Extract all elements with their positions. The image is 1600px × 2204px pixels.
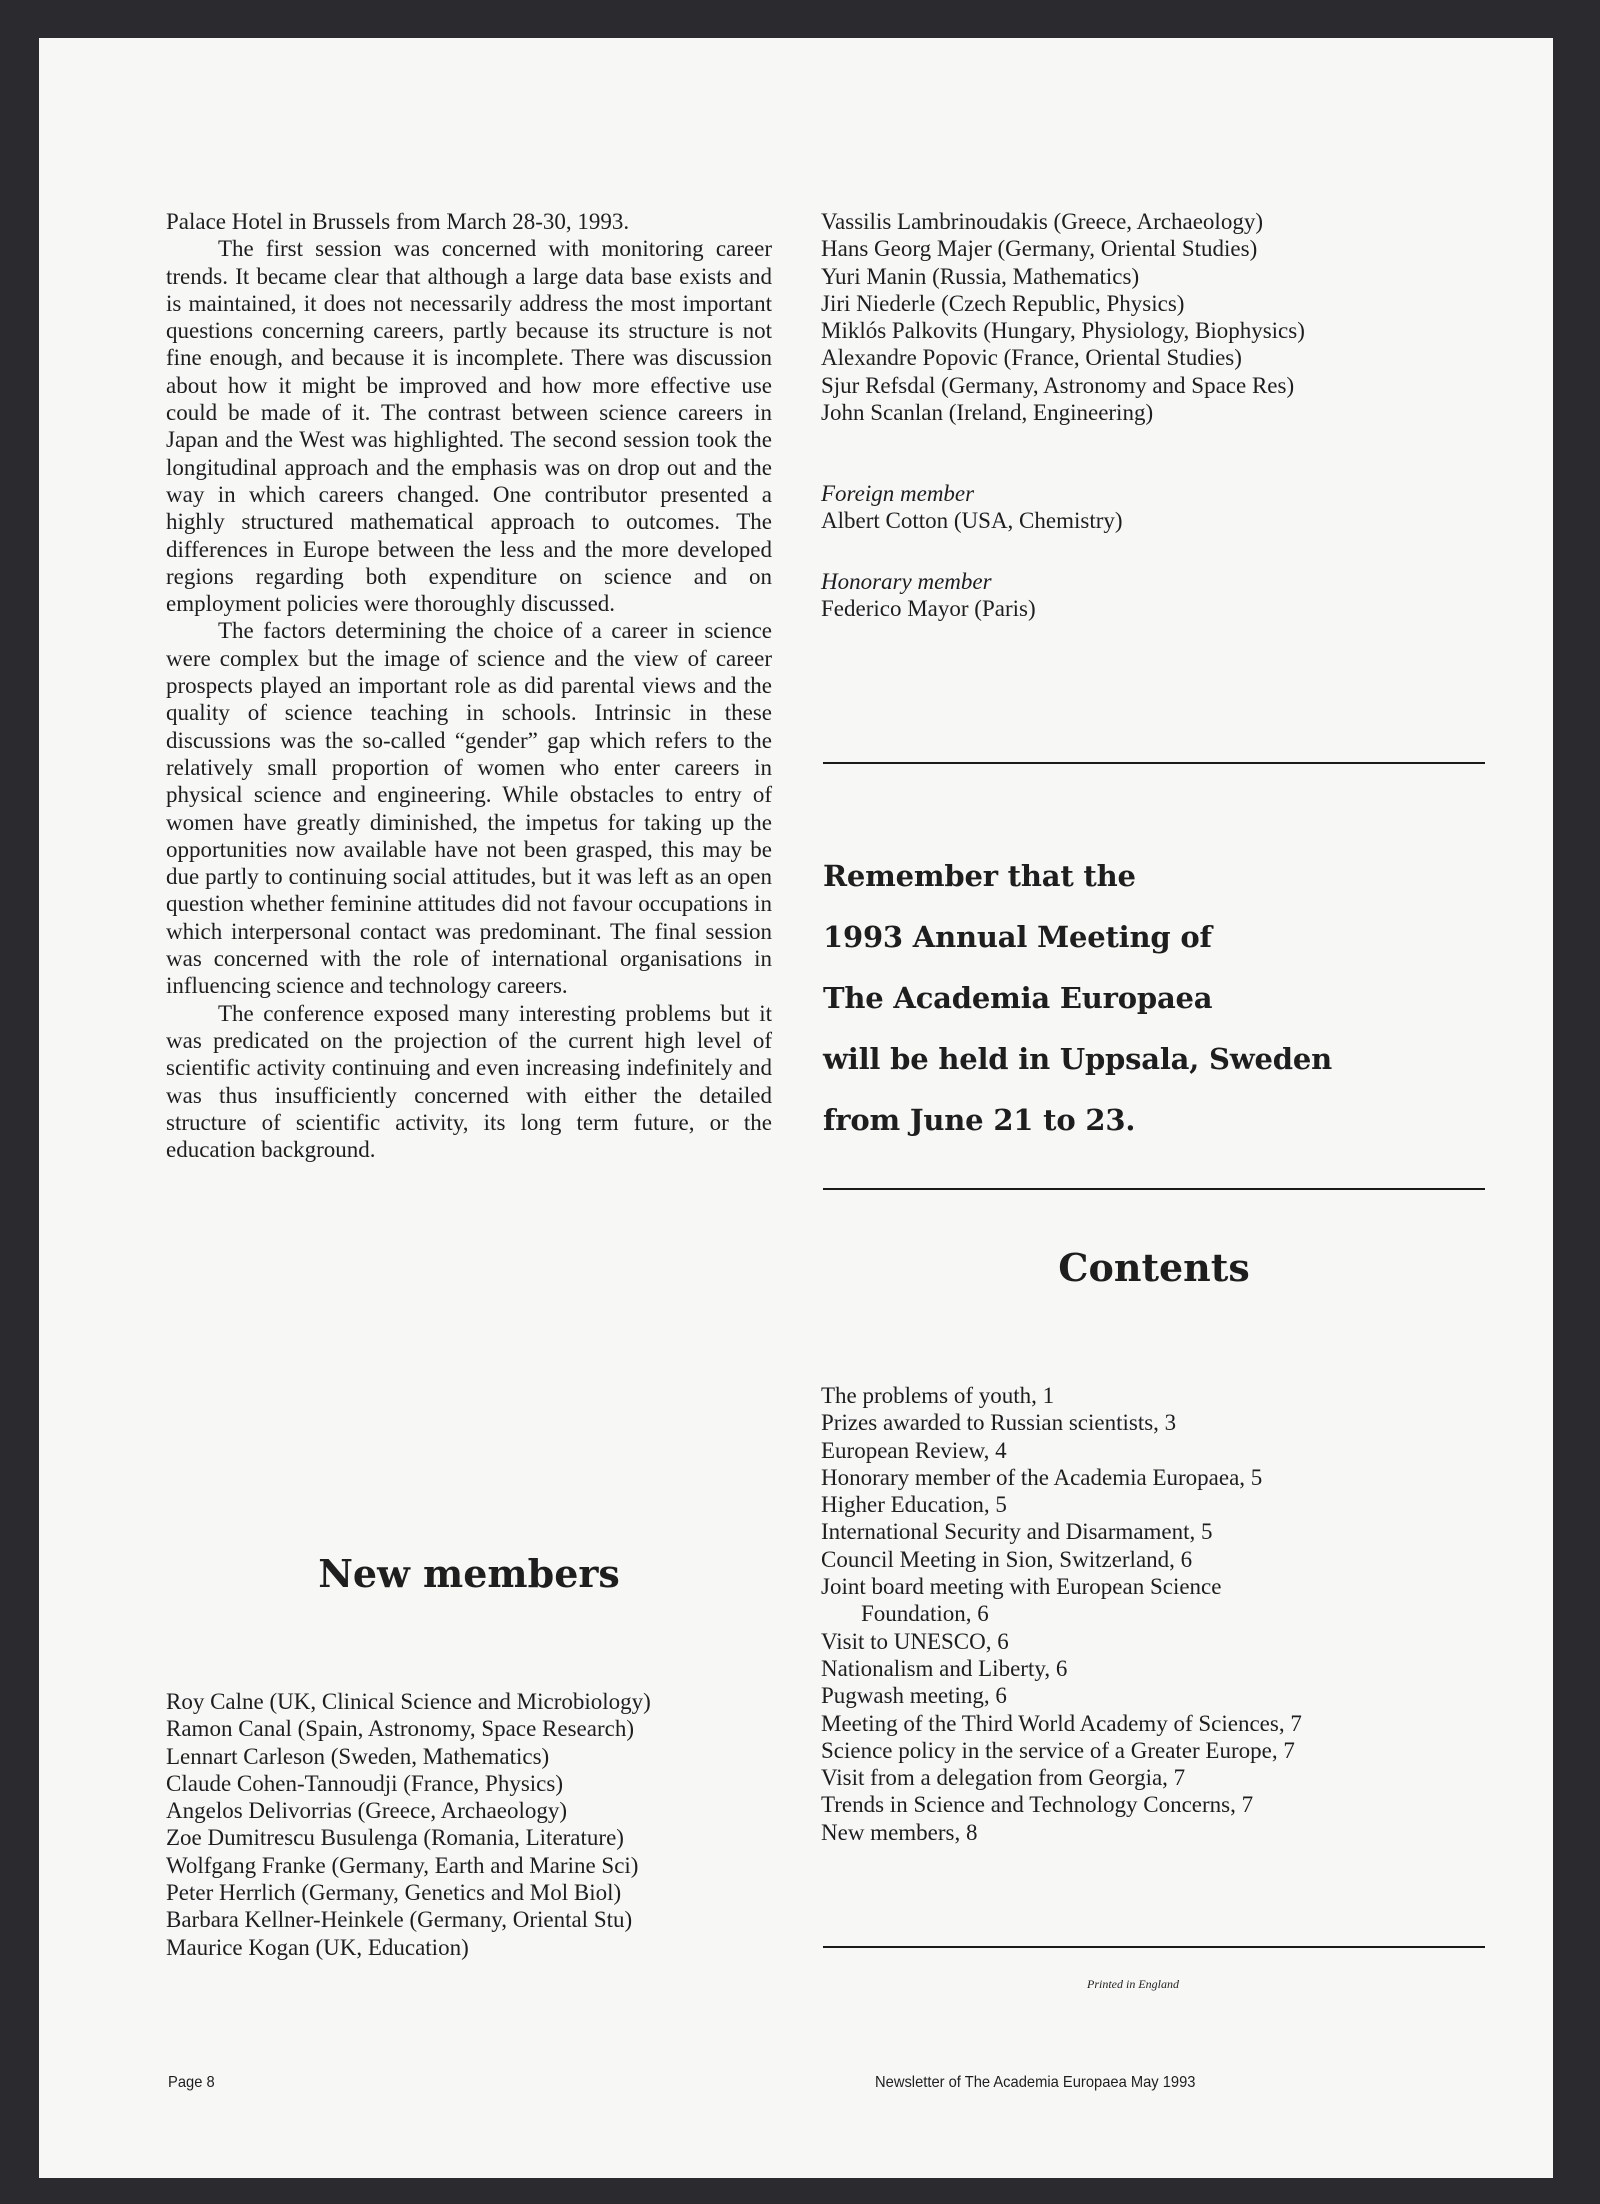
contents-entry[interactable]: Visit from a delegation from Georgia, 7 xyxy=(821,1765,1186,1791)
article-body xyxy=(166,208,772,1163)
members-continued-list xyxy=(821,208,1501,426)
divider-rule xyxy=(823,1946,1485,1948)
member-entry: Jiri Niederle (Czech Republic, Physics) xyxy=(821,290,1185,316)
new-members-list xyxy=(166,1688,806,1961)
printed-in-note: Printed in England xyxy=(1087,1977,1179,1991)
member-entry: Wolfgang Franke (Germany, Earth and Marine Sci) xyxy=(166,1852,639,1878)
honorary-member-entry: Federico Mayor (Paris) xyxy=(821,596,1036,621)
contents-list xyxy=(821,1382,1501,1846)
contents-entry[interactable]: Meeting of the Third World Academy of Sciences, 7 xyxy=(821,1710,1302,1736)
contents-entry[interactable]: Trends in Science and Technology Concerns, 7 xyxy=(821,1792,1254,1818)
article-paragraph: The first session was concerned with monitoring career trends. It became clear that although a large data base exists and is maintained, it does not necessarily address the most important questions concerning careers, partly because its structure is not fine enough, and because it is incomplete. There was discussion about how it might be improved and how more effective use could be made of it. The contrast between science careers in Japan and the West was highlighted. The second session took the longitudinal approach and the emphasis was on drop out and the way in which careers changed. One contributor presented a highly structured mathematical approach to outcomes. The differences in Europe between the less and the more developed regions regarding both expenditure on science and on employment policies were thoroughly discussed. xyxy=(166,236,772,617)
contents-entry[interactable]: Council Meeting in Sion, Switzerland, 6 xyxy=(821,1546,1193,1572)
announcement-line: from June 21 to 23. xyxy=(823,1103,1136,1137)
contents-entry[interactable]: Joint board meeting with European Science xyxy=(821,1574,1222,1600)
member-entry: Barbara Kellner-Heinkele (Germany, Oriental Stu) xyxy=(166,1907,633,1933)
member-entry: Claude Cohen-Tannoudji (France, Physics) xyxy=(166,1770,563,1796)
foreign-member-label: Foreign member xyxy=(821,481,975,506)
contents-entry[interactable]: The problems of youth, 1 xyxy=(821,1383,1055,1408)
annual-meeting-announcement xyxy=(823,846,1487,1151)
contents-entry[interactable]: Higher Education, 5 xyxy=(821,1492,1007,1518)
announcement-line: The Academia Europaea xyxy=(823,981,1213,1015)
announcement-line: will be held in Uppsala, Sweden xyxy=(823,1042,1332,1076)
member-entry: Sjur Refsdal (Germany, Astronomy and Space Res) xyxy=(821,372,1295,398)
member-entry: Maurice Kogan (UK, Education) xyxy=(166,1934,469,1960)
contents-entry[interactable]: Pugwash meeting, 6 xyxy=(821,1683,1007,1709)
contents-entry[interactable]: New members, 8 xyxy=(821,1819,978,1845)
divider-rule xyxy=(823,1188,1485,1190)
member-entry: Vassilis Lambrinoudakis (Greece, Archaeology) xyxy=(821,209,1263,234)
divider-rule xyxy=(823,762,1485,764)
member-entry: John Scanlan (Ireland, Engineering) xyxy=(821,400,1154,426)
member-entry: Ramon Canal (Spain, Astronomy, Space Research) xyxy=(166,1716,634,1742)
member-entry: Hans Georg Majer (Germany, Oriental Studies) xyxy=(821,236,1258,262)
member-entry: Peter Herrlich (Germany, Genetics and Mol Biol) xyxy=(166,1880,622,1906)
page-number: Page 8 xyxy=(168,2074,215,2091)
member-entry: Lennart Carleson (Sweden, Mathematics) xyxy=(166,1743,550,1769)
contents-entry[interactable]: Prizes awarded to Russian scientists, 3 xyxy=(821,1410,1177,1436)
announcement-line: 1993 Annual Meeting of xyxy=(823,920,1212,954)
foreign-member-entry: Albert Cotton (USA, Chemistry) xyxy=(821,508,1123,533)
contents-entry[interactable]: Visit to UNESCO, 6 xyxy=(821,1628,1009,1654)
contents-entry[interactable]: Science policy in the service of a Greater Europe, 7 xyxy=(821,1737,1295,1763)
left-column xyxy=(166,208,772,1163)
member-entry: Yuri Manin (Russia, Mathematics) xyxy=(821,263,1140,289)
contents-entry[interactable]: Honorary member of the Academia Europaea, 5 xyxy=(821,1464,1263,1490)
contents-entry[interactable]: International Security and Disarmament, 5 xyxy=(821,1519,1213,1545)
member-entry: Angelos Delivorrias (Greece, Archaeology) xyxy=(166,1798,568,1824)
contents-entry-continuation[interactable]: Foundation, 6 xyxy=(861,1601,989,1627)
article-paragraph: The factors determining the choice of a career in science were complex but the image of science and the view of career prospects played an important role as did parental views and the quality of science teaching in schools. Intrinsic in these discussions was the so-called “gender” gap which refers to the relatively small proportion of women who enter careers in physical science and engineering. While obstacles to entry of women have greatly diminished, the impetus for taking up the opportunities now available have not been grasped, this may be due partly to continuing social attitudes, but it was left as an open question whether feminine attitudes did not favour occupations in which interpersonal contact was predominant. The final session was concerned with the role of international organisations in influencing science and technology careers. xyxy=(166,618,772,999)
foreign-member-block xyxy=(821,480,1485,534)
member-entry: Zoe Dumitrescu Busulenga (Romania, Literature) xyxy=(166,1825,624,1851)
honorary-member-block xyxy=(821,568,1485,622)
member-entry: Alexandre Popovic (France, Oriental Studies) xyxy=(821,345,1242,371)
contents-entry[interactable]: Nationalism and Liberty, 6 xyxy=(821,1655,1068,1681)
new-members-heading: New members xyxy=(318,1551,620,1596)
contents-heading: Contents xyxy=(1058,1245,1250,1290)
newsletter-page xyxy=(39,38,1553,2178)
honorary-member-label: Honorary member xyxy=(821,569,992,594)
member-entry: Miklós Palkovits (Hungary, Physiology, Biophysics) xyxy=(821,318,1305,344)
contents-entry[interactable]: European Review, 4 xyxy=(821,1437,1007,1463)
publication-line: Newsletter of The Academia Europaea May 1993 xyxy=(875,2074,1196,2091)
article-paragraph: The conference exposed many interesting problems but it was predicated on the projection of the current high level of scientific activity continuing and even increasing indefinitely and was thus insufficiently concerned with either the detailed structure of scientific activity, its long term future, or the education background. xyxy=(166,1000,772,1163)
article-paragraph: Palace Hotel in Brussels from March 28-30, 1993. xyxy=(166,209,630,234)
announcement-line: Remember that the xyxy=(823,859,1136,893)
member-entry: Roy Calne (UK, Clinical Science and Microbiology) xyxy=(166,1689,651,1714)
